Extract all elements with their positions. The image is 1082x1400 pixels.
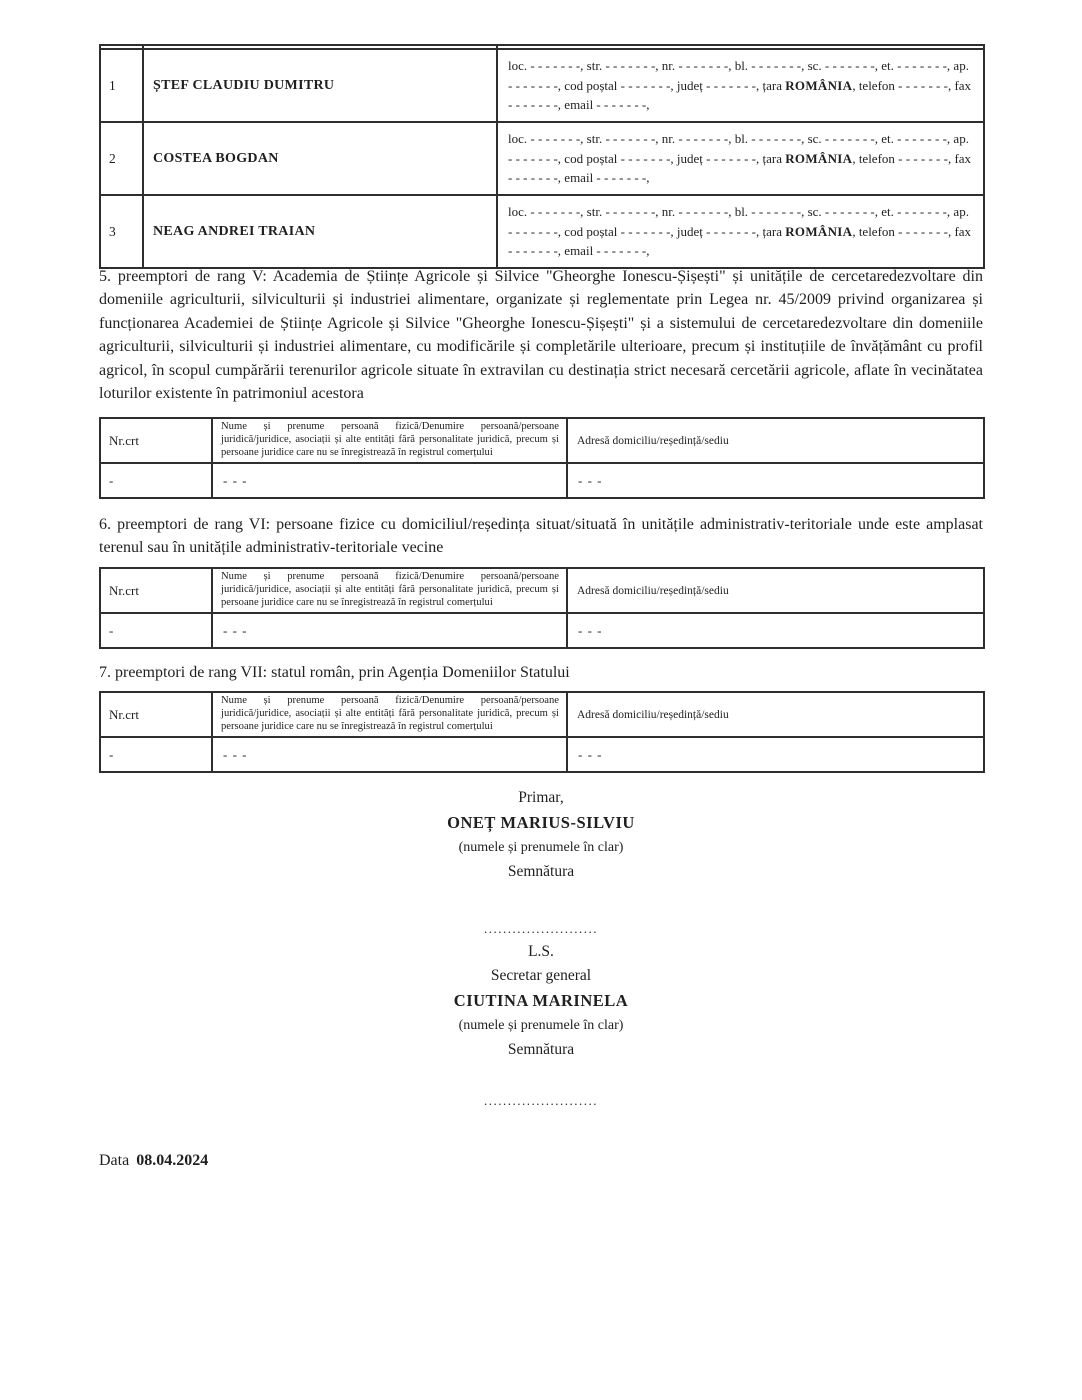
date-value: 08.04.2024 [136, 1152, 209, 1169]
table-row [100, 613, 984, 648]
paragraph-preemptor-rank-7: 7. preemptori de rang VII: statul român, prin Agenția Domeniilor Statului [99, 664, 570, 681]
address-text: loc. - - - - - - -, str. - - - - - - -, nr. - - - - - - -, bl. - - - - - - -, sc. - - - - - - -, et. - - - - - - -, ap. - - - - - - -, cod poștal - - - - - - -, județ - - - - - - -, țara [508, 58, 969, 93]
person-address [497, 195, 984, 268]
cell-address: - - - [567, 737, 984, 772]
secretary-title: Secretar general [490, 967, 592, 984]
preemptor-table-rank-5 [99, 417, 985, 499]
table-row [100, 463, 984, 498]
column-header-address: Adresă domiciliu/reședință/sediu [567, 568, 984, 613]
signature-dotted-line: ........................ [484, 1093, 598, 1108]
column-header-nr: Nr.crt [100, 418, 212, 463]
cell-name: - - - [212, 737, 567, 772]
column-header-address: Adresă domiciliu/reședință/sediu [567, 418, 984, 463]
table-header-row [100, 418, 984, 463]
address-text: , telefon - - - - - - -, fax - - - - - - -, email - - - - - - -, [508, 150, 972, 186]
row-number: 1 [100, 49, 143, 122]
address-text: , telefon - - - - - - -, fax - - - - - - -, email - - - - - - -, [508, 223, 972, 259]
column-header-address: Adresă domiciliu/reședință/sediu [567, 692, 984, 737]
row-number: 3 [100, 195, 143, 268]
cell-address: - - - [567, 463, 984, 498]
table-header-row [100, 692, 984, 737]
cell-address: - - - [567, 613, 984, 648]
table-header-row [100, 568, 984, 613]
cell-name: - - - [212, 613, 567, 648]
mayor-name: ONEȚ MARIUS-SILVIU [447, 813, 635, 832]
person-address [497, 122, 984, 195]
address-text: , telefon - - - - - - -, fax - - - - - - -, email - - - - - - -, [508, 77, 972, 113]
signature-label: Semnătura [507, 863, 575, 880]
cell-nr: - [100, 463, 212, 498]
secretary-name: CIUTINA MARINELA [453, 991, 629, 1010]
spacer [99, 1062, 983, 1090]
country-name: ROMÂNIA [785, 150, 853, 166]
column-header-name: Nume și prenume persoană fizică/Denumire persoană/persoane juridică/juridice, asociații și alte entități fără personalitate juridică, precum și persoane juridice care nu se înregistrează în registrul comerțului [212, 418, 567, 463]
cell-nr: - [100, 613, 212, 648]
preemptor-table-rank-6 [99, 567, 985, 649]
person-name: COSTEA BOGDAN [143, 122, 497, 195]
persons-table [99, 44, 985, 269]
country-name: ROMÂNIA [785, 77, 853, 93]
address-text: loc. - - - - - - -, str. - - - - - - -, nr. - - - - - - -, bl. - - - - - - -, sc. - - - - - - -, et. - - - - - - -, ap. - - - - - - -, cod poștal - - - - - - -, județ - - - - - - -, țara [508, 131, 969, 166]
signature-block [99, 786, 983, 1112]
signature-label: Semnătura [507, 1041, 575, 1058]
column-header-nr: Nr.crt [100, 568, 212, 613]
address-text: loc. - - - - - - -, str. - - - - - - -, nr. - - - - - - -, bl. - - - - - - -, sc. - - - - - - -, et. - - - - - - -, ap. - - - - - - -, cod poștal - - - - - - -, județ - - - - - - -, țara [508, 204, 969, 239]
date-line [99, 1152, 208, 1170]
person-address [497, 49, 984, 122]
person-name: NEAG ANDREI TRAIAN [143, 195, 497, 268]
date-label: Data [99, 1152, 130, 1169]
preemptor-table-rank-7 [99, 691, 985, 773]
mayor-title: Primar, [518, 789, 564, 806]
spacer [99, 884, 983, 918]
name-note: (numele și prenumele în clar) [458, 1018, 624, 1033]
name-note: (numele și prenumele în clar) [458, 840, 624, 855]
table-row [100, 49, 984, 122]
table-row [100, 195, 984, 268]
table-row [100, 122, 984, 195]
signature-dotted-line: ........................ [484, 921, 598, 936]
row-number: 2 [100, 122, 143, 195]
country-name: ROMÂNIA [785, 223, 853, 239]
column-header-nr: Nr.crt [100, 692, 212, 737]
cell-name: - - - [212, 463, 567, 498]
stamp-label: L.S. [528, 943, 554, 960]
column-header-name: Nume și prenume persoană fizică/Denumire persoană/persoane juridică/juridice, asociații și alte entități fără personalitate juridică, precum și persoane juridice care nu se înregistrează în registrul comerțului [212, 568, 567, 613]
paragraph-preemptor-rank-5: 5. preemptori de rang V: Academia de Științe Agricole și Silvice "Gheorghe Ionescu-Șișești" și unitățile de cercetaredezvoltare din domeniile agriculturii, silviculturii și industriei alimentare, organizate și reglementate prin Legea nr. 45/2009 privind organizarea și funcționarea Academiei de Științe Agricole și Silvice "Gheorghe Ionescu-Șișești" și a sistemului de cercetaredezvoltare din domeniile agriculturii, silviculturii și industriei alimentare, cu modificările și completările ulterioare, precum și instituțiile de învățământ cu profil agricol, în scopul cumpărării terenurilor agricole situate în extravilan cu destinația strict necesară cercetării agricole, aflate în vecinătatea loturilor existente în patrimoniul acestora [99, 268, 983, 403]
person-name: ȘTEF CLAUDIU DUMITRU [143, 49, 497, 122]
paragraph-preemptor-rank-6: 6. preemptori de rang VI: persoane fizice cu domiciliul/reședința situat/situată în unitățile administrativ-teritoriale unde este amplasat terenul sau în unitățile administrativ-teritoriale vecine [99, 516, 983, 557]
table-row [100, 737, 984, 772]
cell-nr: - [100, 737, 212, 772]
column-header-name: Nume și prenume persoană fizică/Denumire persoană/persoane juridică/juridice, asociații și alte entități fără personalitate juridică, precum și persoane juridice care nu se înregistrează în registrul comerțului [212, 692, 567, 737]
